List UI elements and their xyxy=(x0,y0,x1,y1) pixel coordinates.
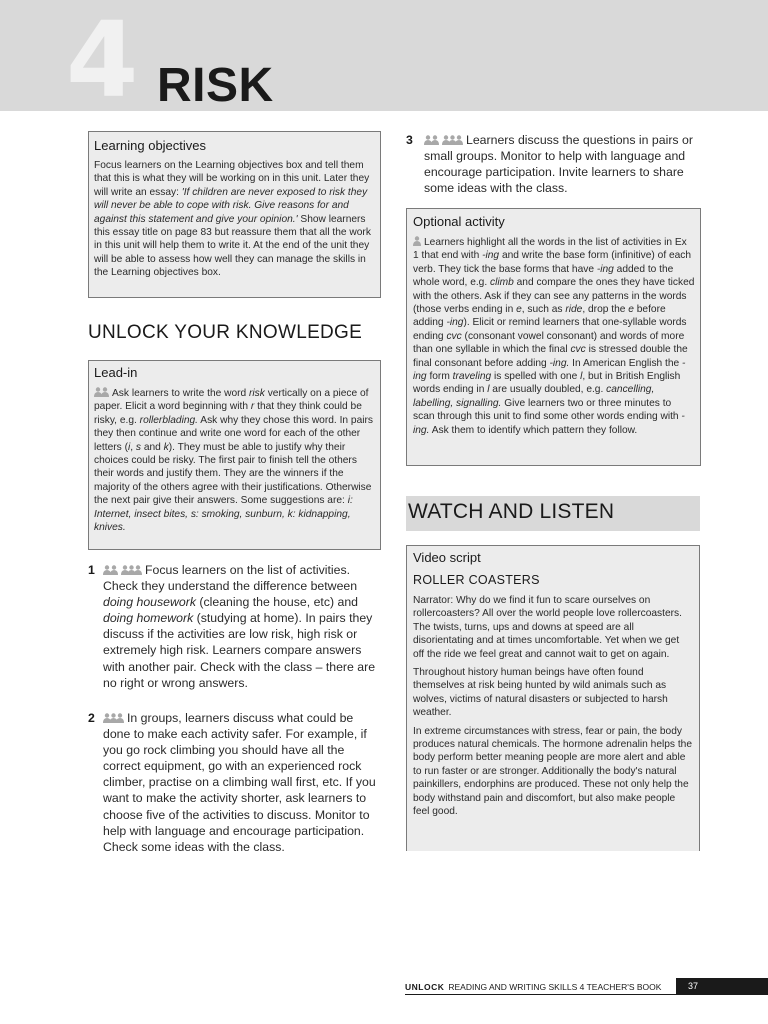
unlock-your-knowledge-heading: UNLOCK YOUR KNOWLEDGE xyxy=(88,322,363,343)
exercise-item-2: 2 In groups, learners discuss what could be done to make each activity safer. For example, if you go rock climbing you should have all the correct equipment, go with an experienced rock climber, practise on a climbing wall first, etc. If you want to make the activity shorter, ask learners to choose five of the activities to discuss. Monitor to help with language and encourage participation. Check some ideas with the class. xyxy=(88,711,376,854)
video-script-title: Video script xyxy=(413,550,481,565)
lead-in-box xyxy=(88,360,381,550)
script-paragraph: Throughout history human beings have often found themselves at risk being hunted by wild animals such as wolves, victims of natural disasters or subjected to harsh weather. xyxy=(413,667,668,719)
video-script-subtitle: ROLLER COASTERS xyxy=(413,573,540,587)
script-paragraph: Narrator: Why do we find it fun to scare ourselves on rollercoasters? All over the world people love rollercoasters. The twists, turns, ups and downs at speed are all disorientating and at times uncomfortable. Yet when we get off the ride we feel great and cannot wait to get on again. xyxy=(413,595,682,660)
watch-and-listen-band xyxy=(406,496,700,531)
video-script-box xyxy=(406,545,700,851)
item-number: 1 xyxy=(88,563,95,577)
item-number: 2 xyxy=(88,711,95,725)
optional-activity-text: Learners highlight all the words in the list of activities in Ex 1 that end with -ing and write the base form (infinitive) of each verb. They tick the base forms that have -ing added to the whole word, e.g. climb and compare the ones they have ticked with the others. Ask if they can see any patterns in the words (those verbs ending in e, such as ride, drop the e before adding -ing). Elicit or remind learners that one-syllable words ending cvc (consonant vowel consonant) and words of more than one syllable in which the final cvc is stressed double the final consonant before adding -ing. In American English the -ing form traveling is spelled with one l, but in British English words ending in l are usually doubled, e.g. cancelling, labelling, signalling. Give learners two or three minutes to scan through this unit to find some other words ending with -ing. Ask them to identify which pattern they follow. xyxy=(413,237,695,436)
video-script-text xyxy=(413,594,693,819)
pair-icon xyxy=(424,135,439,145)
lead-in-text: Ask learners to write the word risk vertically on a piece of paper. Elicit a word beginning with r that they think could be risky, e.g. rollerblading. Ask why they chose this word. In pairs they then continue and write one word for each of the other letters (i, s and k). They must be able to justify why their choices could be risky. The first pair to finish tell the others their words and justify them. They are the winners if the majority of the others agree with their justifications. Otherwise the next pair give their answers. Some suggestions are: i: Internet, insect bites, s: smoking, sunburn, k: kidnapping, knives. xyxy=(94,388,373,534)
exercise-item-3: 3 Learners discuss the questions in pairs or small groups. Monitor to help with language and encourage participation. Invite learners to share some ideas with the class. xyxy=(406,133,693,196)
footer xyxy=(405,980,661,994)
learning-objectives-box xyxy=(88,131,381,298)
optional-activity-title: Optional activity xyxy=(413,214,505,229)
group-icon xyxy=(442,135,463,145)
item-number: 3 xyxy=(406,133,413,147)
group-icon xyxy=(103,713,124,723)
lead-in-title: Lead-in xyxy=(94,365,138,380)
person-icon xyxy=(413,236,421,246)
unit-title: RISK xyxy=(157,59,274,112)
unit-number: 4 xyxy=(66,0,137,121)
exercise-item-1: 1 Focus learners on the list of activities. Check they understand the difference between doing housework (cleaning the house, etc) and doing homework (studying at home). In pairs they discuss if the activities are low risk, high risk or extremely high risk. Learners compare answers with another pair. Check with the class – there are no right or wrong answers. xyxy=(88,563,376,690)
optional-activity-box xyxy=(406,208,701,466)
book-title: READING AND WRITING SKILLS 4 TEACHER'S BOOK xyxy=(448,982,662,992)
footer-rule xyxy=(405,994,768,995)
group-icon xyxy=(121,565,142,575)
pair-icon xyxy=(94,387,109,397)
brand-logo: UNLOCK xyxy=(405,982,445,992)
script-paragraph: In extreme circumstances with stress, fear or pain, the body produces natural chemicals. The hormone adrenalin helps the body perform better meaning people are more alert and able to run faster or are stronger. Additionally the body's natural painkillers, endorphins are produced. These not only help the body withstand pain and discomfort, but also make people feel good. xyxy=(413,725,693,818)
page-number: 37 xyxy=(676,978,768,995)
learning-objectives-text: Focus learners on the Learning objectives box and tell them that this is what they will be working on in this unit. Later they will write an essay: 'If children are never exposed to risk they will never be able to cope with risk. Give reasons for and against this statement and give your opinion.' Show learners this essay title on page 83 but reassure them that all the work in this unit will help them to write it. At the end of the unit they will be able to assess how well they can manage the skills in the Learning objectives box. xyxy=(94,160,371,279)
pair-icon xyxy=(103,565,118,575)
watch-and-listen-heading: WATCH AND LISTEN xyxy=(408,500,615,523)
learning-objectives-title: Learning objectives xyxy=(94,138,207,153)
